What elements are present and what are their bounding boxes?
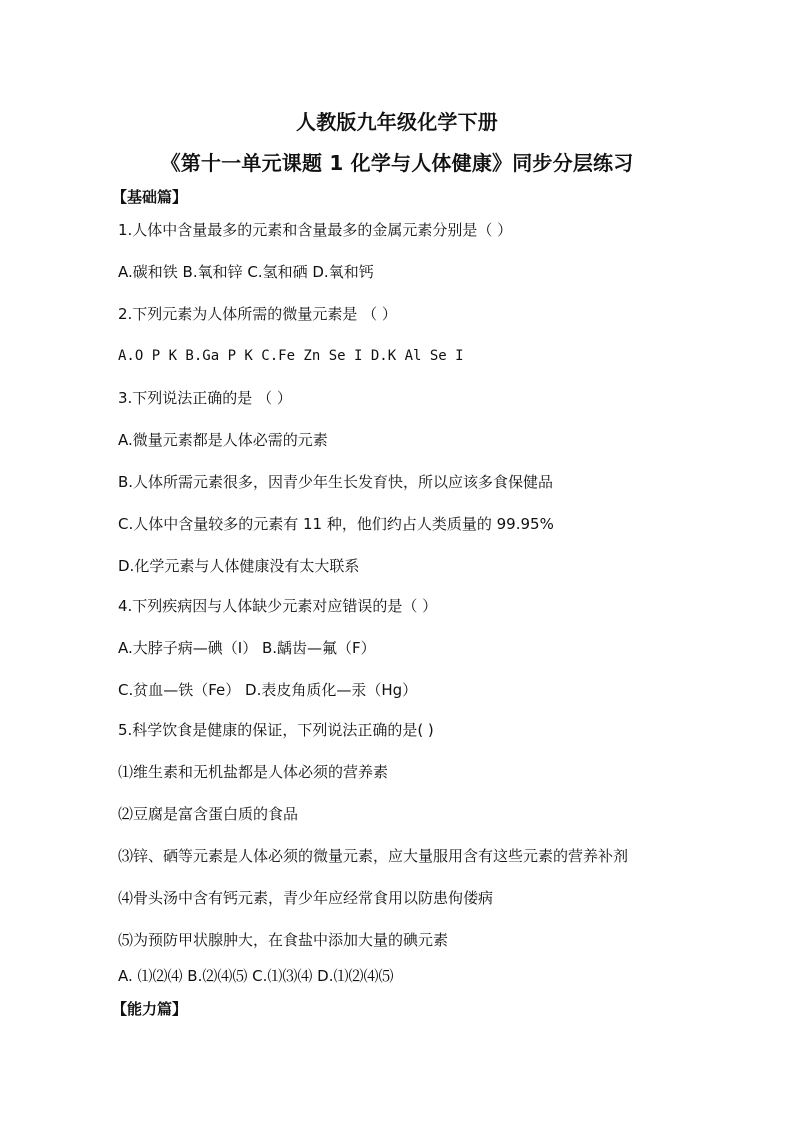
section-heading-ability: 【能力篇】 xyxy=(112,1000,188,1018)
question-3-option-a: A.微量元素都是人体必需的元素 xyxy=(118,431,328,449)
question-5: 5.科学饮食是健康的保证，下列说法正确的是( ) xyxy=(118,721,434,739)
question-5-statement-4: ⑷骨头汤中含有钙元素，青少年应经常食用以防患佝偻病 xyxy=(118,889,494,907)
question-5-statement-3: ⑶锌、硒等元素是人体必须的微量元素，应大量服用含有这些元素的营养补剂 xyxy=(118,847,629,865)
question-5-options: A. ⑴⑵⑷ B.⑵⑷⑸ C.⑴⑶⑷ D.⑴⑵⑷⑸ xyxy=(118,967,394,985)
question-1-options: A.碳和铁 B.氧和锌 C.氢和硒 D.氧和钙 xyxy=(118,263,374,281)
question-2: 2.下列元素为人体所需的微量元素是 （ ） xyxy=(118,305,397,323)
document-subtitle: 《第十一单元课题 1 化学与人体健康》同步分层练习 xyxy=(160,151,634,175)
question-3: 3.下列说法正确的是 （ ） xyxy=(118,389,292,407)
question-5-statement-2: ⑵豆腐是富含蛋白质的食品 xyxy=(118,805,299,823)
question-4: 4.下列疾病因与人体缺少元素对应错误的是（ ） xyxy=(118,597,438,615)
question-4-options-cd: C.贫血—铁（Fe） D.表皮角质化—汞（Hg） xyxy=(118,681,418,699)
question-5-statement-5: ⑸为预防甲状腺肿大，在食盐中添加大量的碘元素 xyxy=(118,931,449,949)
document-title: 人教版九年级化学下册 xyxy=(296,110,498,134)
question-5-statement-1: ⑴维生素和无机盐都是人体必须的营养素 xyxy=(118,763,389,781)
question-1: 1.人体中含量最多的元素和含量最多的金属元素分别是（ ） xyxy=(118,221,513,239)
section-heading-basic: 【基础篇】 xyxy=(112,188,188,206)
question-2-options: A.O P K B.Ga P K C.Fe Zn Se I D.K Al Se I xyxy=(118,348,464,364)
question-3-option-d: D.化学元素与人体健康没有太大联系 xyxy=(118,557,360,575)
question-3-option-b: B.人体所需元素很多，因青少年生长发育快，所以应该多食保健品 xyxy=(118,473,554,491)
question-3-option-c: C.人体中含量较多的元素有 11 种，他们约占人类质量的 99.95% xyxy=(118,515,554,533)
question-4-options-ab: A.大脖子病—碘（I） B.龋齿—氟（F） xyxy=(118,639,376,657)
